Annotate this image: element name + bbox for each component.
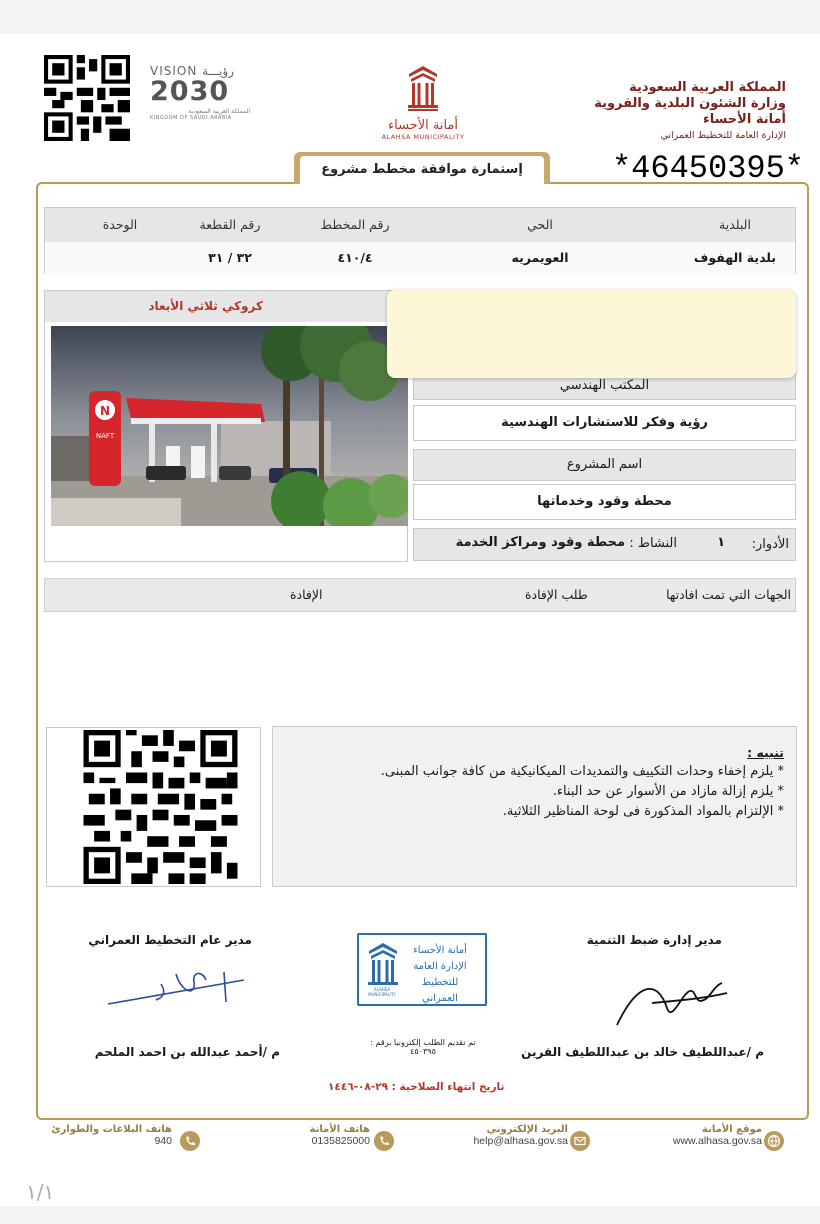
sketch-heading: كروكي ثلاثي الأبعاد [45, 291, 407, 322]
notes-box [272, 726, 797, 887]
email-label: البريد الإلكتروني [486, 1124, 568, 1135]
logo-english-name: ALAHSA MUNICIPALITY [381, 133, 465, 141]
engineering-office-value-box [413, 405, 796, 441]
value-plot-number: ٣٢ / ٣١ [208, 250, 252, 265]
emergency-number[interactable]: 940 [154, 1135, 172, 1147]
submission-note [360, 1038, 486, 1056]
palm-tower-icon [403, 64, 443, 112]
left-signature [106, 962, 246, 1012]
expiry-date: تاريخ انتهاء الصلاحية : ٢٩-٠٨-١٤٤٦ [328, 1081, 505, 1093]
left-signatory-name: م /أحمد عبدالله بن احمد الملحم [94, 1045, 280, 1059]
notes-title: تنبيه : [747, 745, 784, 760]
department-stamp [357, 933, 487, 1006]
header-plot-number: رقم القطعة [199, 217, 261, 232]
activity-value: محطة وقود ومراكز الخدمة [455, 535, 625, 550]
stamp-english-text: ALAHSA MUNICIPALITY [368, 987, 396, 997]
project-name-value: محطة وقود وخدماتها [537, 494, 672, 509]
submission-number: ٤٥٠٣٩٥ [410, 1047, 436, 1056]
website-link[interactable]: www.alhasa.gov.sa [672, 1135, 762, 1147]
ministry-header [594, 80, 786, 144]
note-line: * يلزم إخفاء وحدات التكييف والتمديدات الميكانيكية من كافة جوانب المبنى. [380, 764, 784, 779]
right-signatory-name: م /عبداللطيف خالد بن عبداللطيف القرين [521, 1045, 764, 1059]
footer-website [673, 1124, 762, 1147]
vision-year: 2030 [150, 76, 230, 107]
sketch-3d-panel [44, 290, 408, 562]
info-table-header-row [45, 208, 795, 242]
mail-icon [570, 1131, 590, 1151]
department-name: الإدارة العامة للتخطيط العمراني [660, 130, 786, 141]
phone-number[interactable]: 0135825000 [311, 1135, 370, 1147]
fuel-station-render-image [51, 326, 408, 526]
project-name-value-box [413, 484, 796, 520]
emergency-phone-icon [180, 1131, 200, 1151]
note-text: الإلتزام بالمواد المذكورة فى لوحة المناظير الثلاثية. [502, 804, 774, 819]
header-plan-number: رقم المخطط [320, 217, 390, 232]
form-title: إستمارة موافقة مخطط مشروع [300, 156, 544, 184]
globe-icon [764, 1131, 784, 1151]
vision-2030-logo [150, 64, 250, 121]
logo-arabic-name: أمانة الأحساء [388, 118, 458, 133]
activity-label: النشاط : [629, 536, 677, 551]
alhasa-municipality-logo [378, 64, 468, 141]
vision-arabic-caption: المملكة العربية السعودية [188, 108, 250, 115]
note-text: يلزم إخفاء وحدات التكييف والتمديدات الميكانيكية من كافة جوانب المبنى. [380, 764, 774, 779]
floors-activity-box [413, 528, 796, 561]
header-municipality: البلدية [719, 217, 751, 232]
value-district: العويمريه [511, 250, 569, 265]
ministry-name: وزارة الشئون البلدية والقروية [594, 96, 786, 111]
beneficiaries-col-request: طلب الإفادة [525, 587, 588, 602]
note-line: * الإلتزام بالمواد المذكورة فى لوحة المناظير الثلاثية. [502, 804, 784, 819]
kingdom-name: المملكة العربية السعودية [629, 80, 786, 95]
floors-label: الأدوار: [751, 537, 789, 552]
municipality-name: أمانة الأحساء [703, 112, 786, 127]
stamp-line-2: الإدارة العامة [413, 961, 467, 972]
info-table-value-row [45, 242, 795, 274]
left-signatory-title: مدير عام التخطيط العمراني [88, 933, 252, 947]
project-name-label: اسم المشروع [566, 457, 643, 472]
note-line: * يلزم إزالة مازاد من الأسوار عن حد البناء. [552, 784, 784, 799]
phone-label: هاتف الأمانة [309, 1124, 370, 1135]
value-municipality: بلدية الهفوف [693, 250, 777, 265]
footer-phone [310, 1124, 370, 1147]
floors-value: ١ [717, 535, 725, 550]
station-brand-text: NAFT [95, 432, 115, 440]
note-text: يلزم إزالة مازاد من الأسوار عن حد البناء. [552, 784, 774, 799]
phone-icon [374, 1131, 394, 1151]
project-name-label-box [413, 449, 796, 481]
form-title-tab [294, 152, 550, 184]
submission-note-text: تم تقديم الطلب إلكترونيا برقم : [370, 1038, 476, 1047]
engineering-office-label: المكتب الهندسي [559, 378, 650, 393]
right-signature [612, 963, 732, 1033]
beneficiaries-col-response: الإفادة [290, 587, 323, 602]
right-signatory-title: مدير إدارة ضبط التنمية [586, 933, 722, 947]
stamp-line-3: للتخطيط العمراني [421, 977, 459, 1004]
email-link[interactable]: help@alhasa.gov.sa [473, 1135, 568, 1147]
location-info-table [44, 207, 796, 274]
beneficiaries-col-entities: الجهات التي تمت افادتها [666, 587, 791, 602]
header-district: الحي [527, 217, 553, 232]
engineering-office-value: رؤية وفكر للاستشارات الهندسية [501, 415, 708, 430]
beneficiaries-header [44, 578, 796, 612]
vision-top-text: VISION رؤيـــة [150, 64, 235, 78]
vision-english-caption: KINGDOM OF SAUDI ARABIA [150, 115, 232, 121]
header-unit: الوحدة [102, 217, 138, 232]
footer-email [473, 1124, 568, 1147]
qr-code-large [83, 730, 238, 884]
website-label: موقع الأمانة [702, 1124, 762, 1135]
qr-code-small [44, 55, 130, 141]
svg-text:N: N [99, 404, 111, 418]
stamp-line-1: أمانة الأحساء [413, 945, 467, 956]
emergency-label: هاتف البلاغات والطوارئ [51, 1124, 172, 1135]
footer-emergency [51, 1124, 172, 1147]
qr-code-large-box [46, 727, 261, 887]
page-number: ١/١ [26, 1180, 55, 1204]
barcode-number: *46450395* [611, 150, 804, 182]
sticky-note-overlay [387, 290, 796, 378]
value-plan-number: ٤١٠/٤ [337, 250, 373, 265]
